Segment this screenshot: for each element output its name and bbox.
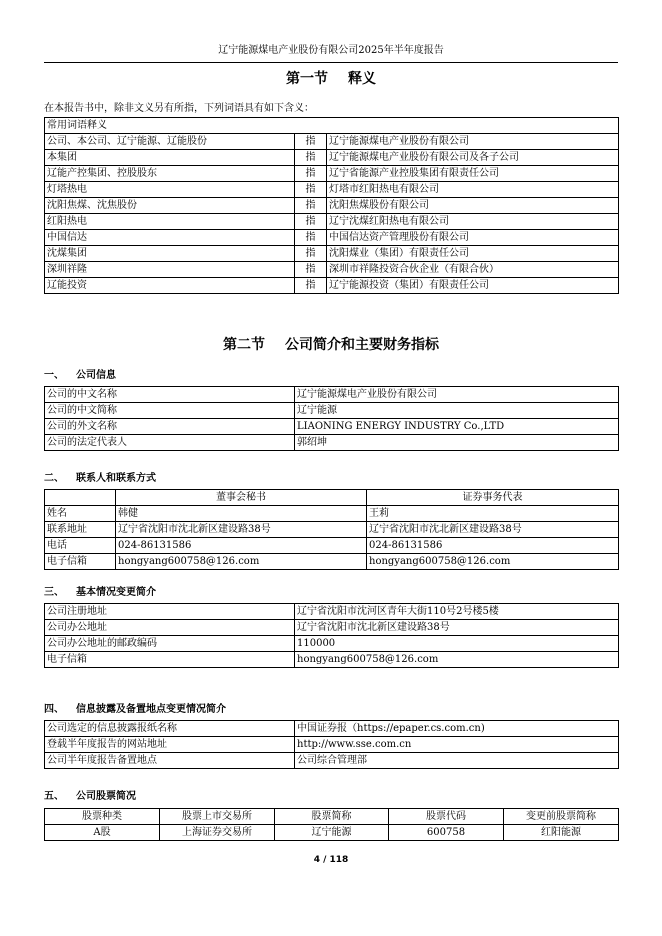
definition-cell: 辽宁能源煤电产业股份有限公司及各子公司 — [327, 150, 619, 166]
term-cell: 沈阳焦煤、沈焦股份 — [45, 198, 295, 214]
table-row — [45, 166, 619, 182]
label-cell: 公司选定的信息披露报纸名称 — [45, 721, 295, 737]
definition-cell: 辽宁沈煤红阳热电有限公司 — [327, 214, 619, 230]
separator-cell: 指 — [295, 134, 327, 150]
value-cell: 郭绍坤 — [295, 435, 619, 451]
term-cell: 红阳热电 — [45, 214, 295, 230]
definition-cell: 灯塔市红阳热电有限公司 — [327, 182, 619, 198]
label-cell: 公司的外文名称 — [45, 419, 295, 435]
value-cell: 中国证券报（https://epaper.cs.com.cn) — [295, 721, 619, 737]
header-cell: 变更前股票简称 — [504, 809, 619, 825]
label-cell: 公司办公地址的邮政编码 — [45, 636, 295, 652]
basic-info-change-heading — [44, 586, 618, 600]
table-row — [45, 636, 619, 652]
separator-cell: 指 — [295, 166, 327, 182]
definition-cell: 沈阳焦煤股份有限公司 — [327, 198, 619, 214]
table-row — [45, 278, 619, 294]
table-row — [45, 150, 619, 166]
term-cell: 沈煤集团 — [45, 246, 295, 262]
securities-rep-header: 证券事务代表 — [367, 490, 619, 506]
stock-table-header — [45, 809, 619, 825]
basic-info-change-title: 基本情况变更简介 — [76, 587, 156, 598]
header-cell: 股票种类 — [45, 809, 160, 825]
section2-title — [44, 336, 618, 354]
secretary-cell: 韩健 — [116, 506, 367, 522]
table-row — [45, 435, 619, 451]
page-header: 辽宁能源煤电产业股份有限公司2025年半年度报告 — [218, 45, 444, 56]
value-cell: 辽宁省沈阳市沈北新区建设路38号 — [295, 620, 619, 636]
definition-cell: 中国信达资产管理股份有限公司 — [327, 230, 619, 246]
label-cell: 公司的中文简称 — [45, 403, 295, 419]
label-cell: 公司的法定代表人 — [45, 435, 295, 451]
value-cell: hongyang600758@126.com — [295, 652, 619, 668]
value-cell: 110000 — [295, 636, 619, 652]
label-cell: 电话 — [45, 538, 116, 554]
section1-title — [44, 70, 618, 88]
section2-heading: 公司简介和主要财务指标 — [285, 337, 439, 353]
separator-cell: 指 — [295, 262, 327, 278]
empty-header-cell — [45, 490, 116, 506]
section1-heading: 释义 — [348, 71, 376, 87]
separator-cell: 指 — [295, 214, 327, 230]
section1-intro: 在本报告书中，除非文义另有所指，下列词语具有如下含义： — [44, 103, 314, 114]
rep-cell: 辽宁省沈阳市沈北新区建设路38号 — [367, 522, 619, 538]
definitions-table — [44, 117, 619, 294]
secretary-cell: hongyang600758@126.com — [116, 554, 367, 570]
company-info-heading — [44, 369, 618, 383]
table-row — [45, 419, 619, 435]
header-cell: 股票简称 — [275, 809, 389, 825]
contact-table — [44, 489, 619, 570]
label-cell: 公司的中文名称 — [45, 387, 295, 403]
table-row — [45, 246, 619, 262]
disclosure-change-title: 信息披露及备置地点变更情况简介 — [76, 704, 226, 715]
separator-cell: 指 — [295, 198, 327, 214]
company-info-title: 公司信息 — [76, 370, 116, 381]
stock-type-cell: A股 — [45, 825, 160, 841]
company-info-number: 一、 — [44, 370, 64, 381]
separator-cell: 指 — [295, 150, 327, 166]
disclosure-change-number: 四、 — [44, 704, 64, 715]
table-row — [45, 652, 619, 668]
definition-cell: 辽宁省能源产业控股集团有限责任公司 — [327, 166, 619, 182]
exchange-cell: 上海证券交易所 — [160, 825, 275, 841]
term-cell: 辽能产控集团、控股股东 — [45, 166, 295, 182]
table-row — [45, 506, 619, 522]
table-row — [45, 387, 619, 403]
term-cell: 灯塔热电 — [45, 182, 295, 198]
table-row — [45, 134, 619, 150]
stock-abbr-cell: 辽宁能源 — [275, 825, 389, 841]
section2-number: 第二节 — [223, 337, 265, 353]
stock-info-table — [44, 808, 619, 841]
basic-info-change-table — [44, 603, 619, 668]
separator-cell: 指 — [295, 182, 327, 198]
separator-cell: 指 — [295, 246, 327, 262]
table-row — [45, 620, 619, 636]
definition-cell: 深圳市祥隆投资合伙企业（有限合伙） — [327, 262, 619, 278]
basic-info-change-number: 三、 — [44, 587, 64, 598]
header-cell: 股票代码 — [389, 809, 504, 825]
table-row — [45, 182, 619, 198]
contact-title: 联系人和联系方式 — [76, 473, 156, 484]
secretary-cell: 辽宁省沈阳市沈北新区建设路38号 — [116, 522, 367, 538]
contact-heading — [44, 472, 618, 486]
table-row — [45, 214, 619, 230]
disclosure-change-table — [44, 720, 619, 769]
label-cell: 联系地址 — [45, 522, 116, 538]
rep-cell: 024-86131586 — [367, 538, 619, 554]
secretary-header: 董事会秘书 — [116, 490, 367, 506]
table-row — [45, 753, 619, 769]
label-cell: 公司办公地址 — [45, 620, 295, 636]
value-cell: http://www.sse.com.cn — [295, 737, 619, 753]
term-cell: 中国信达 — [45, 230, 295, 246]
term-cell: 本集团 — [45, 150, 295, 166]
term-cell: 深圳祥隆 — [45, 262, 295, 278]
value-cell: LIAONING ENERGY INDUSTRY Co.,LTD — [295, 419, 619, 435]
stock-info-title: 公司股票简况 — [76, 791, 136, 802]
rep-cell: 王莉 — [367, 506, 619, 522]
secretary-cell: 024-86131586 — [116, 538, 367, 554]
table-row — [45, 737, 619, 753]
definitions-table-heading-row — [45, 118, 619, 134]
header-divider — [44, 62, 618, 63]
definition-cell: 沈阳煤业（集团）有限责任公司 — [327, 246, 619, 262]
label-cell: 姓名 — [45, 506, 116, 522]
disclosure-change-heading — [44, 703, 618, 717]
table-row — [45, 721, 619, 737]
label-cell: 公司半年度报告备置地点 — [45, 753, 295, 769]
stock-code-cell: 600758 — [389, 825, 504, 841]
table-row — [45, 230, 619, 246]
table-row — [45, 604, 619, 620]
contact-table-header — [45, 490, 619, 506]
definitions-table-heading: 常用词语释义 — [45, 118, 619, 134]
table-row — [45, 403, 619, 419]
value-cell: 辽宁能源煤电产业股份有限公司 — [295, 387, 619, 403]
section1-number: 第一节 — [286, 71, 328, 87]
table-row — [45, 538, 619, 554]
table-row — [45, 262, 619, 278]
stock-info-number: 五、 — [44, 791, 64, 802]
table-row — [45, 554, 619, 570]
former-abbr-cell: 红阳能源 — [504, 825, 619, 841]
value-cell: 辽宁省沈阳市沈河区青年大街110号2号楼5楼 — [295, 604, 619, 620]
separator-cell: 指 — [295, 278, 327, 294]
contact-number: 二、 — [44, 473, 64, 484]
term-cell: 辽能投资 — [45, 278, 295, 294]
definition-cell: 辽宁能源投资（集团）有限责任公司 — [327, 278, 619, 294]
definition-cell: 辽宁能源煤电产业股份有限公司 — [327, 134, 619, 150]
label-cell: 电子信箱 — [45, 652, 295, 668]
label-cell: 电子信箱 — [45, 554, 116, 570]
header-cell: 股票上市交易所 — [160, 809, 275, 825]
label-cell: 公司注册地址 — [45, 604, 295, 620]
stock-info-heading — [44, 790, 618, 804]
rep-cell: hongyang600758@126.com — [367, 554, 619, 570]
value-cell: 公司综合管理部 — [295, 753, 619, 769]
company-info-table — [44, 386, 619, 451]
value-cell: 辽宁能源 — [295, 403, 619, 419]
label-cell: 登载半年度报告的网站地址 — [45, 737, 295, 753]
separator-cell: 指 — [295, 230, 327, 246]
table-row — [45, 522, 619, 538]
table-row — [45, 198, 619, 214]
page-number: 4 / 118 — [313, 855, 349, 865]
term-cell: 公司、本公司、辽宁能源、辽能股份 — [45, 134, 295, 150]
table-row — [45, 825, 619, 841]
